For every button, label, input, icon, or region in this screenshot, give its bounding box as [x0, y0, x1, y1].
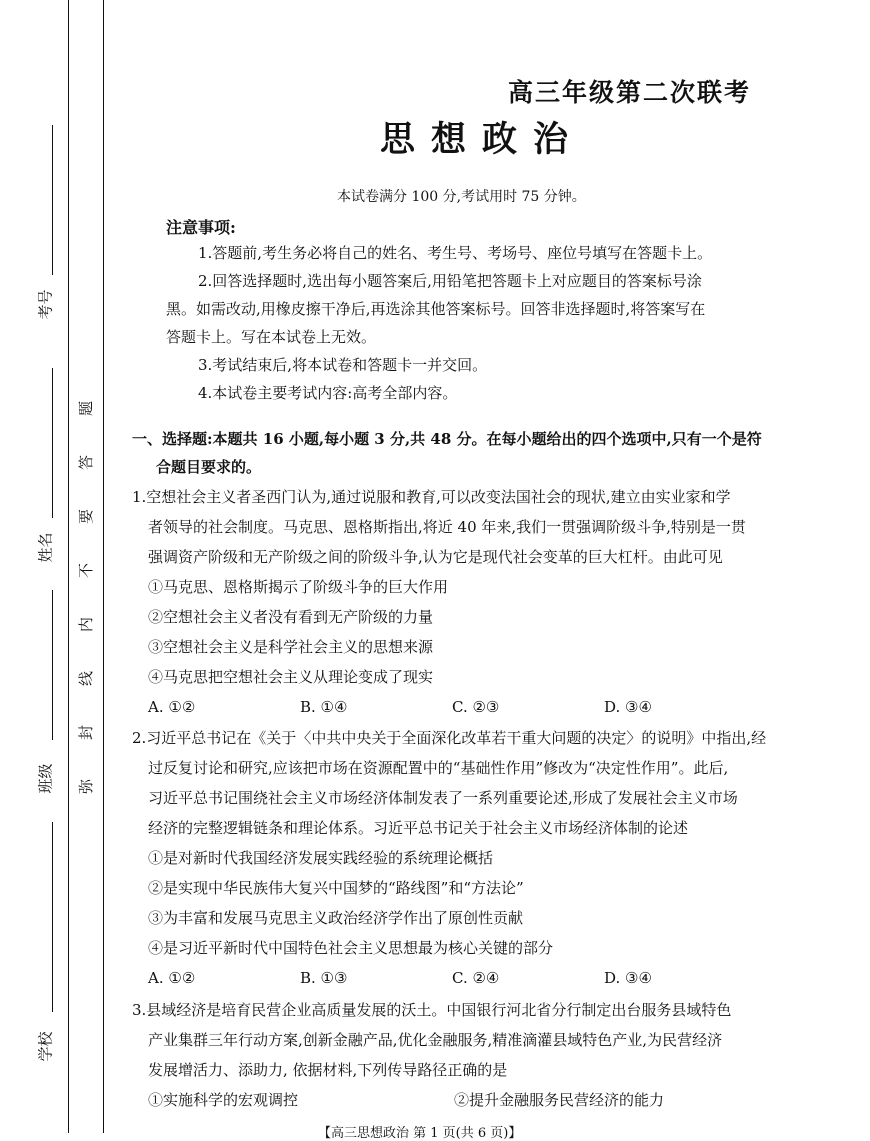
section-header: [132, 425, 832, 481]
choice-a: A. ①②: [148, 698, 196, 716]
question-stem-line: 者领导的社会制度。马克思、恩格斯指出,将近 40 年来,我们一贯强调阶级斗争,特别是一贯: [148, 518, 746, 536]
statement: ③空想社会主义是科学社会主义的思想来源: [148, 638, 434, 656]
field-line-xingming: [52, 368, 53, 518]
field-label-xuexiao: 学校: [36, 1031, 55, 1062]
question-stem-line: 1.空想社会主义者圣西门认为,通过说服和教育,可以改变法国社会的现状,建立由实业家和学: [132, 488, 731, 506]
choice-b: B. ①④: [300, 698, 348, 716]
seal-char: 题: [77, 400, 96, 417]
question-stem-line: 3.县域经济是培育民营企业高质量发展的沃土。中国银行河北省分行制定出台服务县域特色: [132, 1001, 732, 1019]
notice-block: [166, 239, 826, 407]
statement: ①马克思、恩格斯揭示了阶级斗争的巨大作用: [148, 578, 449, 596]
choice-a: A. ①②: [148, 969, 196, 987]
statement: ③为丰富和发展马克思主义政治经济学作出了原创性贡献: [148, 909, 524, 927]
statement: ①是对新时代我国经济发展实践经验的系统理论概括: [148, 849, 494, 867]
notice-item: 黑。如需改动,用橡皮擦干净后,再选涂其他答案标号。回答非选择题时,将答案写在: [166, 300, 706, 318]
field-label-kaohao: 考号: [36, 289, 55, 320]
statement: ②是实现中华民族伟大复兴中国梦的“路线图”和“方法论”: [148, 879, 524, 897]
field-line-xuexiao: [52, 822, 53, 1012]
choice-d: D. ③④: [604, 698, 652, 716]
question-stem-line: 发展增活力、添助力, 依据材料,下列传导路径正确的是: [148, 1061, 508, 1079]
statement: ④是习近平新时代中国特色社会主义思想最为核心关键的部分: [148, 939, 554, 957]
field-line-banji: [52, 590, 53, 740]
statement: ①实施科学的宏观调控: [148, 1091, 299, 1109]
question-stem-line: 习近平总书记围绕社会主义市场经济体制发表了一系列重要论述,形成了发展社会主义市场: [148, 789, 738, 807]
subject-title: 思想政治: [380, 119, 585, 160]
choice-row: [132, 692, 832, 722]
section-line: 合题目要求的。: [156, 458, 262, 476]
question-stem-line: 强调资产阶级和无产阶级之间的阶级斗争,认为它是现代社会变革的巨大杠杆。由此可见: [148, 548, 723, 566]
statement: ②空想社会主义者没有看到无产阶级的力量: [148, 608, 434, 626]
question-stem-line: 过反复讨论和研究,应该把市场在资源配置中的“基础性作用”修改为“决定性作用”。此后,: [148, 759, 729, 777]
field-line-kaohao: [52, 125, 53, 275]
binding-line-left: [68, 0, 69, 1133]
statement-row: [132, 1085, 832, 1115]
question-stem-line: 产业集群三年行动方案,创新金融产品,优化金融服务,精准滴灌县域特色产业,为民营经济: [148, 1031, 723, 1049]
choice-b: B. ①③: [300, 969, 348, 987]
statement: ④马克思把空想社会主义从理论变成了现实: [148, 668, 434, 686]
choice-row: [132, 963, 832, 993]
question-1: [132, 482, 832, 722]
question-stem-line: 2.习近平总书记在《关于〈中共中央关于全面深化改革若干重大问题的决定〉的说明》中指出,经: [132, 729, 767, 747]
section-line: 一、选择题:本题共 16 小题,每小题 3 分,共 48 分。在每小题给出的四个选项中,只有一个是符: [132, 430, 762, 448]
seal-char: 要: [77, 508, 96, 525]
statement: ②提升金融服务民营经济的能力: [454, 1091, 665, 1109]
choice-c: C. ②④: [452, 969, 500, 987]
binding-line-right: [103, 0, 104, 1133]
field-label-banji: 班级: [36, 763, 55, 794]
seal-char: 封: [77, 724, 96, 741]
notice-item: 答题卡上。写在本试卷上无效。: [166, 328, 377, 346]
question-2: [132, 723, 832, 993]
seal-char: 线: [77, 670, 96, 687]
notice-title: 注意事项:: [166, 218, 236, 237]
page-footer: 【高三思想政治 第 1 页(共 6 页)】: [318, 1126, 522, 1141]
question-3: [132, 995, 832, 1115]
seal-char: 答: [77, 454, 96, 471]
score-time-note: 本试卷满分 100 分,考试用时 75 分钟。: [337, 189, 586, 205]
choice-d: D. ③④: [604, 969, 652, 987]
seal-char: 不: [77, 562, 96, 579]
seal-char: 弥: [77, 778, 96, 795]
seal-char: 内: [77, 616, 96, 633]
notice-item: 4.本试卷主要考试内容:高考全部内容。: [198, 384, 458, 402]
field-label-xingming: 姓名: [36, 532, 55, 563]
exam-title: 高三年级第二次联考: [508, 78, 752, 107]
choice-c: C. ②③: [452, 698, 500, 716]
question-stem-line: 经济的完整逻辑链条和理论体系。习近平总书记关于社会主义市场经济体制的论述: [148, 819, 689, 837]
notice-item: 1.答题前,考生务必将自己的姓名、考生号、考场号、座位号填写在答题卡上。: [198, 244, 713, 262]
notice-item: 2.回答选择题时,选出每小题答案后,用铅笔把答题卡上对应题目的答案标号涂: [198, 272, 702, 290]
notice-item: 3.考试结束后,将本试卷和答题卡一并交回。: [198, 356, 488, 374]
